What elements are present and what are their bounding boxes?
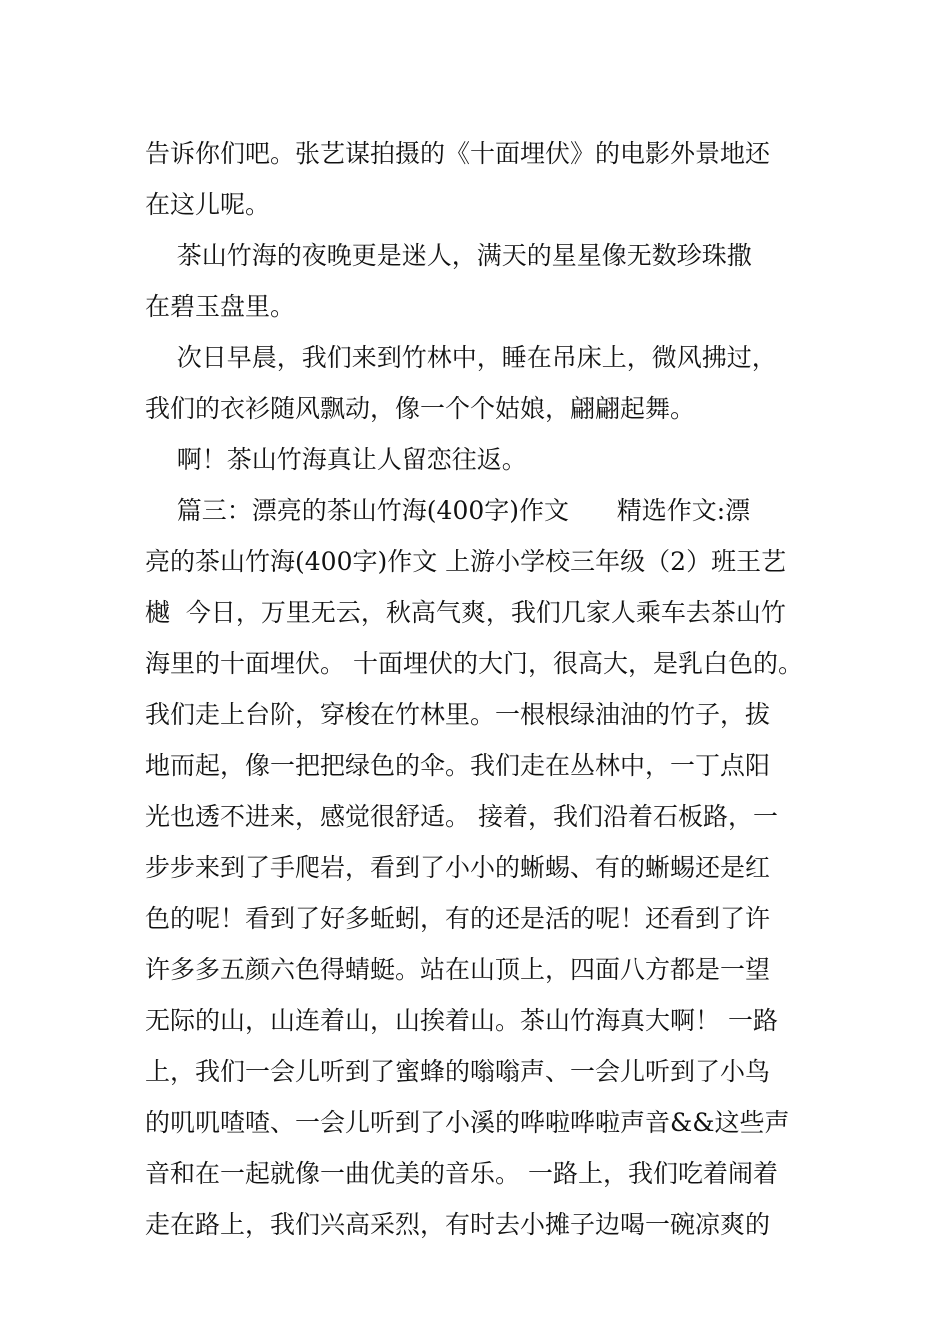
text-line: 我们的衣衫随风飘动，像一个个姑娘，翩翩起舞。: [145, 394, 696, 423]
text-line: 的叽叽喳喳、一会儿听到了小溪的哗啦哗啦声音&&这些声: [145, 1108, 790, 1137]
text-line: 步步来到了手爬岩，看到了小小的蜥蜴、有的蜥蜴还是红: [145, 853, 771, 882]
text-line: 无际的山，山连着山，山挨着山。茶山竹海真大啊！ 一路: [145, 1006, 778, 1035]
text-line: 亮的茶山竹海(400字)作文 上游小学校三年级（2）班王艺: [145, 547, 787, 576]
text-line: 走在路上，我们兴高采烈，有时去小摊子边喝一碗凉爽的: [145, 1210, 771, 1239]
text-line: 许多多五颜六色得蜻蜓。站在山顶上，四面八方都是一望: [145, 955, 771, 984]
text-line: 告诉你们吧。张艺谋拍摄的《十面埋伏》的电影外景地还: [145, 139, 771, 168]
text-line: 在碧玉盘里。: [145, 292, 296, 321]
text-line: 光也透不进来，感觉很舒适。 接着，我们沿着石板路，一: [145, 802, 778, 831]
text-line: 海里的十面埋伏。 十面埋伏的大门，很高大，是乳白色的。: [145, 649, 803, 678]
text-line: 上，我们一会儿听到了蜜蜂的嗡嗡声、一会儿听到了小鸟: [145, 1057, 771, 1086]
text-line: 茶山竹海的夜晚更是迷人，满天的星星像无数珍珠撒: [145, 241, 752, 270]
text-line: 次日早晨，我们来到竹林中，睡在吊床上，微风拂过，: [145, 343, 777, 372]
text-line: 音和在一起就像一曲优美的音乐。 一路上，我们吃着闹着: [145, 1159, 778, 1188]
text-line: 地而起，像一把把绿色的伞。我们走在丛林中，一丁点阳: [145, 751, 771, 780]
section-heading-line: 篇三：漂亮的茶山竹海(400字)作文 精选作文:漂: [145, 496, 751, 525]
text-line: 我们走上台阶，穿梭在竹林里。一根根绿油油的竹子，拔: [145, 700, 771, 729]
text-line: 在这儿呢。: [145, 190, 271, 219]
text-line: 啊！茶山竹海真让人留恋往返。: [145, 445, 527, 474]
text-line: 樾 今日，万里无云，秋高气爽，我们几家人乘车去茶山竹: [145, 598, 786, 627]
body-text: [145, 128, 825, 1250]
text-line: 色的呢！看到了好多蚯蚓，有的还是活的呢！还看到了许: [145, 904, 771, 933]
